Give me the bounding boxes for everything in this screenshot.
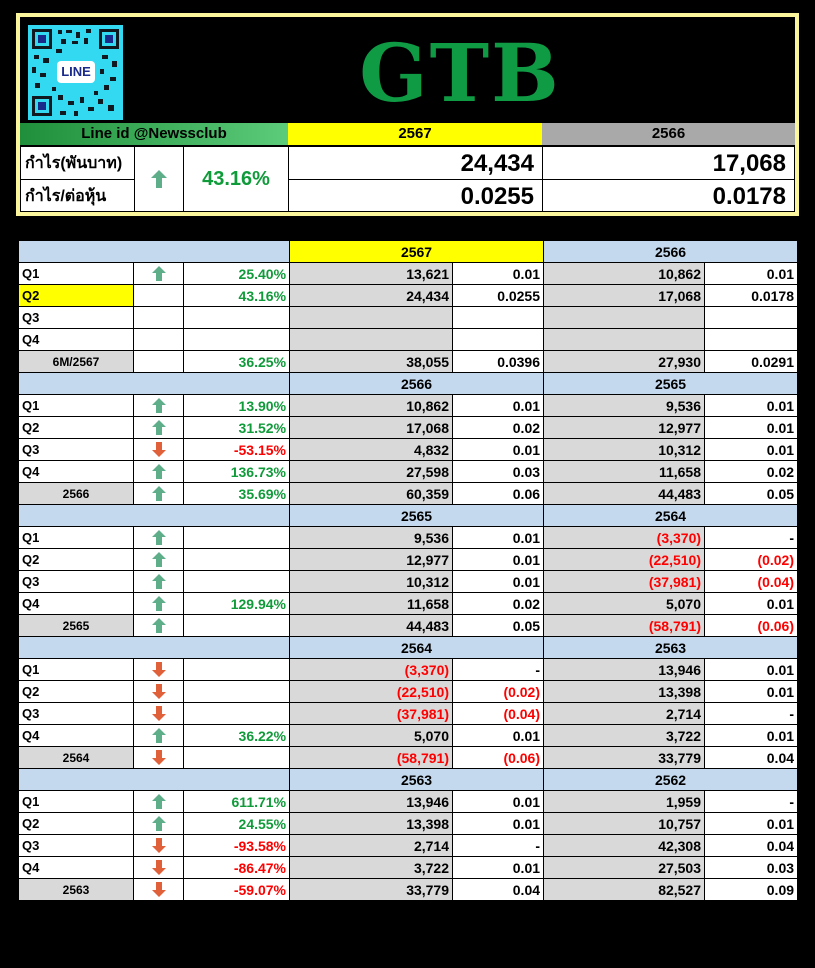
row-label: Q1 — [19, 659, 134, 681]
eps-a: 0.0255 — [453, 285, 544, 307]
table-row — [19, 879, 798, 901]
profit-b: 5,070 — [544, 593, 705, 615]
row-label: Q2 — [19, 813, 134, 835]
section-header — [19, 505, 798, 527]
eps-a: 0.01 — [453, 395, 544, 417]
profit-b: (58,791) — [544, 615, 705, 637]
eps-b: (0.06) — [705, 615, 798, 637]
growth-pct — [184, 747, 290, 769]
eps-a: 0.0396 — [453, 351, 544, 373]
section-year-a: 2567 — [290, 241, 544, 263]
up-arrow-icon — [151, 265, 167, 282]
table-row — [19, 747, 798, 769]
profit-b: 10,757 — [544, 813, 705, 835]
down-arrow-icon — [151, 441, 167, 458]
table-row — [19, 527, 798, 549]
header-inner — [20, 17, 795, 212]
up-arrow-icon — [151, 463, 167, 480]
down-arrow-icon — [151, 837, 167, 854]
up-arrow-icon — [151, 617, 167, 634]
eps-a: 0.02 — [453, 593, 544, 615]
trend-cell — [134, 329, 184, 351]
growth-arrow-cell — [134, 146, 184, 212]
brand-logo: GTB — [359, 26, 561, 120]
row-label: Q1 — [19, 791, 134, 813]
up-arrow-icon — [151, 815, 167, 832]
row-label: Q2 — [19, 285, 134, 307]
prev-year-header: 2566 — [542, 123, 795, 145]
eps-b: - — [705, 527, 798, 549]
profit-b: 3,722 — [544, 725, 705, 747]
profit-a: 60,359 — [290, 483, 453, 505]
row-label: 2563 — [19, 879, 134, 901]
trend-cell — [134, 747, 184, 769]
eps-a: - — [453, 835, 544, 857]
up-arrow-icon — [151, 419, 167, 436]
trend-cell — [134, 395, 184, 417]
eps-b: 0.01 — [705, 659, 798, 681]
row-label: Q4 — [19, 593, 134, 615]
row-label: Q2 — [19, 549, 134, 571]
eps-b: 0.01 — [705, 417, 798, 439]
growth-up-arrow-icon — [150, 169, 168, 189]
eps-a: 0.01 — [453, 725, 544, 747]
profit-a: 2,714 — [290, 835, 453, 857]
growth-pct: 129.94% — [184, 593, 290, 615]
row-label: Q3 — [19, 571, 134, 593]
eps-b: 0.01 — [705, 439, 798, 461]
eps-a — [453, 307, 544, 329]
eps-b: 0.01 — [705, 263, 798, 285]
profit-a: 13,398 — [290, 813, 453, 835]
eps-a — [453, 329, 544, 351]
up-arrow-icon — [151, 595, 167, 612]
up-arrow-icon — [151, 397, 167, 414]
eps-b: - — [705, 791, 798, 813]
row-label: Q4 — [19, 461, 134, 483]
growth-pct: 611.71% — [184, 791, 290, 813]
quarterly-earnings-table — [18, 240, 798, 901]
profit-a: 17,068 — [290, 417, 453, 439]
growth-pct: 13.90% — [184, 395, 290, 417]
eps-b: 0.02 — [705, 461, 798, 483]
profit-b: 12,977 — [544, 417, 705, 439]
eps-b: 0.04 — [705, 835, 798, 857]
growth-pct: 36.25% — [184, 351, 290, 373]
trend-cell — [134, 307, 184, 329]
eps-a: 0.05 — [453, 615, 544, 637]
section-year-b: 2565 — [544, 373, 798, 395]
profit-b: 17,068 — [544, 285, 705, 307]
profit-a: (58,791) — [290, 747, 453, 769]
eps-b: 0.09 — [705, 879, 798, 901]
growth-pct — [184, 307, 290, 329]
down-arrow-icon — [151, 859, 167, 876]
profit-b: 10,862 — [544, 263, 705, 285]
profit-a: 11,658 — [290, 593, 453, 615]
section-year-b: 2562 — [544, 769, 798, 791]
section-year-a: 2563 — [290, 769, 544, 791]
table-row — [19, 329, 798, 351]
row-label: Q3 — [19, 307, 134, 329]
table-row — [19, 439, 798, 461]
eps-b: - — [705, 703, 798, 725]
profit-a: (3,370) — [290, 659, 453, 681]
down-arrow-icon — [151, 881, 167, 898]
growth-pct — [184, 681, 290, 703]
growth-pct: 136.73% — [184, 461, 290, 483]
profit-a: 9,536 — [290, 527, 453, 549]
table-row — [19, 813, 798, 835]
table-row — [19, 549, 798, 571]
section-year-b: 2563 — [544, 637, 798, 659]
growth-pct — [184, 703, 290, 725]
eps-a: - — [453, 659, 544, 681]
section-header-blank — [19, 373, 290, 395]
table-row — [19, 681, 798, 703]
eps-b: 0.05 — [705, 483, 798, 505]
profit-a: 27,598 — [290, 461, 453, 483]
growth-pct: -53.15% — [184, 439, 290, 461]
row-label: 6M/2567 — [19, 351, 134, 373]
row-label: 2565 — [19, 615, 134, 637]
profit-b: 82,527 — [544, 879, 705, 901]
section-year-a: 2564 — [290, 637, 544, 659]
profit-b: (37,981) — [544, 571, 705, 593]
profit-b: 10,312 — [544, 439, 705, 461]
table-row — [19, 835, 798, 857]
profit-b — [544, 329, 705, 351]
section-header — [19, 241, 798, 263]
profit-b: 33,779 — [544, 747, 705, 769]
table-row — [19, 725, 798, 747]
profit-a: 33,779 — [290, 879, 453, 901]
qr-line-label: LINE — [61, 64, 91, 79]
trend-cell — [134, 615, 184, 637]
eps-b — [705, 307, 798, 329]
eps-a: 0.04 — [453, 879, 544, 901]
growth-pct: 31.52% — [184, 417, 290, 439]
eps-b: 0.01 — [705, 813, 798, 835]
eps-b: 0.01 — [705, 395, 798, 417]
profit-a: 4,832 — [290, 439, 453, 461]
profit-a: (37,981) — [290, 703, 453, 725]
profit-a: 38,055 — [290, 351, 453, 373]
growth-pct — [184, 329, 290, 351]
eps-b: 0.01 — [705, 593, 798, 615]
eps-label: กำไร/ต่อหุ้น — [20, 179, 135, 212]
profit-a: 5,070 — [290, 725, 453, 747]
table-row — [19, 461, 798, 483]
profit-a: 13,621 — [290, 263, 453, 285]
profit-b: 13,398 — [544, 681, 705, 703]
down-arrow-icon — [151, 661, 167, 678]
eps-a: 0.03 — [453, 461, 544, 483]
profit-b: 27,503 — [544, 857, 705, 879]
profit-a: 13,946 — [290, 791, 453, 813]
table-row — [19, 593, 798, 615]
table-row — [19, 307, 798, 329]
eps-b: 0.04 — [705, 747, 798, 769]
profit-a: 24,434 — [290, 285, 453, 307]
eps-b — [705, 329, 798, 351]
profit-b: 9,536 — [544, 395, 705, 417]
section-year-a: 2565 — [290, 505, 544, 527]
growth-pct: 43.16% — [184, 285, 290, 307]
row-label: Q3 — [19, 835, 134, 857]
trend-cell — [134, 571, 184, 593]
profit-a — [290, 329, 453, 351]
row-label: Q2 — [19, 681, 134, 703]
table-row — [19, 703, 798, 725]
profit-a: 10,312 — [290, 571, 453, 593]
profit-a: 12,977 — [290, 549, 453, 571]
eps-a: 0.01 — [453, 571, 544, 593]
section-header-blank — [19, 505, 290, 527]
table-row — [19, 263, 798, 285]
growth-pct: 25.40% — [184, 263, 290, 285]
row-label: Q1 — [19, 395, 134, 417]
profit-b: 44,483 — [544, 483, 705, 505]
section-year-b: 2566 — [544, 241, 798, 263]
growth-percent: 43.16% — [183, 146, 289, 212]
trend-cell — [134, 681, 184, 703]
profit-b: 42,308 — [544, 835, 705, 857]
eps-a: 0.01 — [453, 439, 544, 461]
section-year-b: 2564 — [544, 505, 798, 527]
eps-b: 0.01 — [705, 725, 798, 747]
profit-prev: 17,068 — [542, 146, 795, 180]
table-row — [19, 857, 798, 879]
eps-b: 0.0178 — [705, 285, 798, 307]
trend-cell — [134, 879, 184, 901]
profit-a: 3,722 — [290, 857, 453, 879]
down-arrow-icon — [151, 683, 167, 700]
row-label: Q1 — [19, 263, 134, 285]
eps-a: 0.01 — [453, 263, 544, 285]
up-arrow-icon — [151, 727, 167, 744]
row-label: Q3 — [19, 703, 134, 725]
eps-b: 0.03 — [705, 857, 798, 879]
trend-cell — [134, 703, 184, 725]
section-header — [19, 637, 798, 659]
growth-pct: 36.22% — [184, 725, 290, 747]
profit-b — [544, 307, 705, 329]
profit-b: 2,714 — [544, 703, 705, 725]
eps-b: 0.01 — [705, 681, 798, 703]
line-qr-code[interactable] — [28, 25, 123, 120]
section-header — [19, 769, 798, 791]
current-year-header: 2567 — [288, 123, 542, 145]
trend-cell — [134, 725, 184, 747]
growth-pct: 24.55% — [184, 813, 290, 835]
growth-pct — [184, 571, 290, 593]
up-arrow-icon — [151, 793, 167, 810]
growth-pct: 35.69% — [184, 483, 290, 505]
eps-b: (0.04) — [705, 571, 798, 593]
row-label: Q4 — [19, 857, 134, 879]
section-header-blank — [19, 637, 290, 659]
trend-cell — [134, 285, 184, 307]
growth-pct — [184, 549, 290, 571]
section-header-blank — [19, 241, 290, 263]
eps-a: 0.01 — [453, 791, 544, 813]
table-row — [19, 285, 798, 307]
trend-cell — [134, 813, 184, 835]
table-row — [19, 483, 798, 505]
trend-cell — [134, 461, 184, 483]
trend-cell — [134, 439, 184, 461]
table-row — [19, 417, 798, 439]
table-row — [19, 659, 798, 681]
down-arrow-icon — [151, 705, 167, 722]
trend-cell — [134, 549, 184, 571]
trend-cell — [134, 483, 184, 505]
eps-a: 0.06 — [453, 483, 544, 505]
row-label: Q4 — [19, 329, 134, 351]
eps-a: 0.01 — [453, 527, 544, 549]
profit-b: 1,959 — [544, 791, 705, 813]
growth-pct — [184, 659, 290, 681]
profit-label: กำไร(พันบาท) — [20, 146, 135, 180]
table-row — [19, 351, 798, 373]
eps-current: 0.0255 — [288, 179, 543, 212]
row-label: Q2 — [19, 417, 134, 439]
eps-b: 0.0291 — [705, 351, 798, 373]
eps-b: (0.02) — [705, 549, 798, 571]
down-arrow-icon — [151, 749, 167, 766]
eps-prev: 0.0178 — [542, 179, 795, 212]
growth-pct — [184, 615, 290, 637]
row-label: Q1 — [19, 527, 134, 549]
profit-current: 24,434 — [288, 146, 543, 180]
trend-cell — [134, 351, 184, 373]
trend-cell — [134, 417, 184, 439]
eps-a: (0.06) — [453, 747, 544, 769]
trend-cell — [134, 835, 184, 857]
table-row — [19, 395, 798, 417]
up-arrow-icon — [151, 573, 167, 590]
growth-pct — [184, 527, 290, 549]
profit-b: 13,946 — [544, 659, 705, 681]
up-arrow-icon — [151, 529, 167, 546]
eps-a: 0.01 — [453, 813, 544, 835]
growth-pct: -93.58% — [184, 835, 290, 857]
growth-pct: -59.07% — [184, 879, 290, 901]
profit-b: (22,510) — [544, 549, 705, 571]
profit-b: 11,658 — [544, 461, 705, 483]
profit-a — [290, 307, 453, 329]
line-id-banner[interactable]: Line id @Newssclub — [20, 123, 288, 145]
trend-cell — [134, 857, 184, 879]
trend-cell — [134, 791, 184, 813]
row-label: 2564 — [19, 747, 134, 769]
row-label: Q3 — [19, 439, 134, 461]
trend-cell — [134, 263, 184, 285]
row-label: 2566 — [19, 483, 134, 505]
up-arrow-icon — [151, 551, 167, 568]
up-arrow-icon — [151, 485, 167, 502]
row-label: Q4 — [19, 725, 134, 747]
profit-a: 44,483 — [290, 615, 453, 637]
profit-b: (3,370) — [544, 527, 705, 549]
trend-cell — [134, 659, 184, 681]
eps-a: 0.01 — [453, 857, 544, 879]
eps-a: 0.02 — [453, 417, 544, 439]
table-row — [19, 615, 798, 637]
eps-a: (0.02) — [453, 681, 544, 703]
section-header — [19, 373, 798, 395]
table-row — [19, 571, 798, 593]
eps-a: 0.01 — [453, 549, 544, 571]
growth-pct: -86.47% — [184, 857, 290, 879]
profit-a: 10,862 — [290, 395, 453, 417]
profit-a: (22,510) — [290, 681, 453, 703]
trend-cell — [134, 527, 184, 549]
section-header-blank — [19, 769, 290, 791]
trend-cell — [134, 593, 184, 615]
header-card — [16, 13, 799, 216]
profit-b: 27,930 — [544, 351, 705, 373]
table-row — [19, 791, 798, 813]
section-year-a: 2566 — [290, 373, 544, 395]
eps-a: (0.04) — [453, 703, 544, 725]
